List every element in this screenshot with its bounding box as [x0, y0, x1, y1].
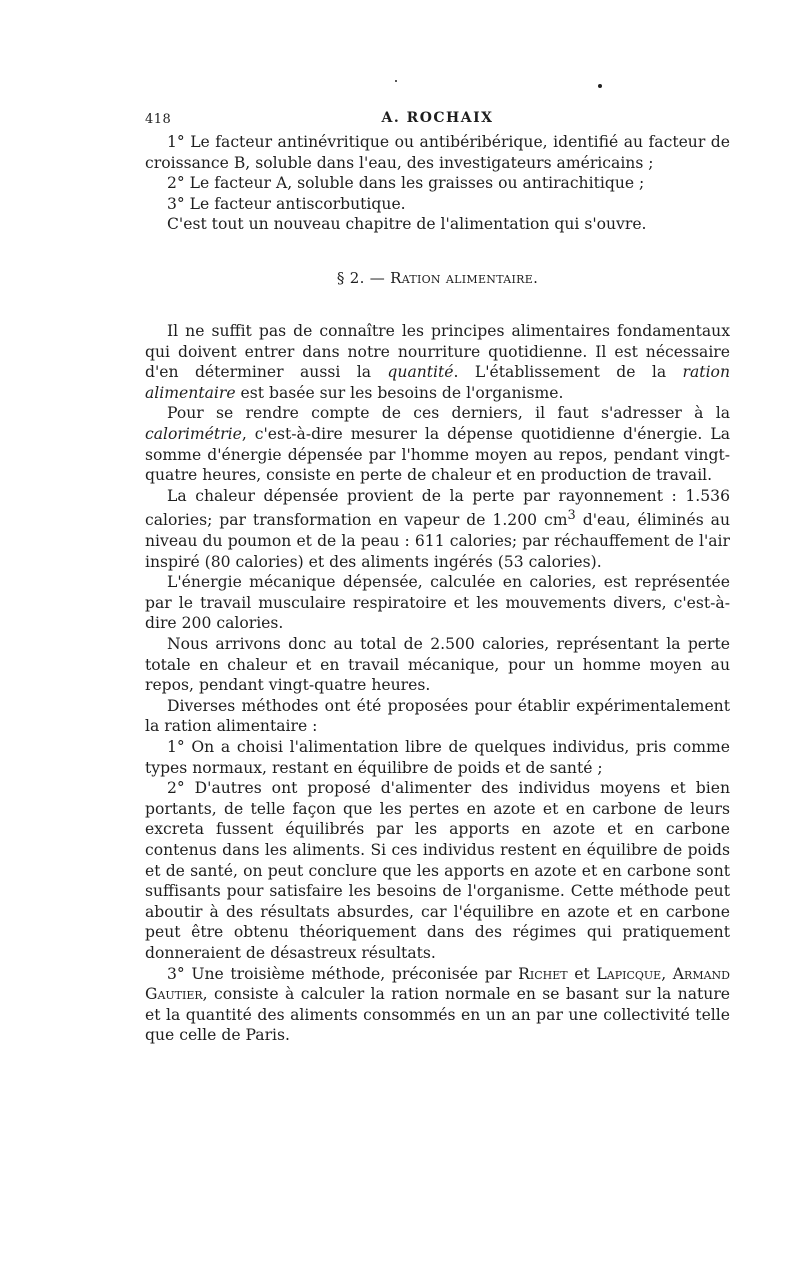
- paragraph-quantity: [145, 321, 730, 403]
- section-title: Ration alimentaire.: [390, 268, 539, 287]
- method-item-3: [145, 964, 730, 1046]
- method-item-2: 2° D'autres ont proposé d'alimenter des individus moyens et bien portants, de telle façon que les pertes en azote et en carbone de leurs excreta fussent équilibrés par les apports en azote et en carbone contenus dans les aliments. Si ces individus restent en équilibre de poids et de santé, on peut conclure que les apports en azote et en carbone sont suffisants pour satisfaire les besoins de l'organisme. Cette méthode peut aboutir à des résultats absurdes, car l'équilibre en azote et en carbone peut être obtenu théoriquement dans des régimes qui pratiquement donneraient de désastreux résultats.: [145, 779, 730, 962]
- running-header-author: A. ROCHAIX: [381, 110, 494, 126]
- superscript: 3: [567, 508, 576, 524]
- paragraph-heat-loss: [145, 486, 730, 573]
- text-run: d'eau, éliminés au niveau du poumon et de la peau : 611 calories; par réchauffement de l'air inspiré (80 calories) et des aliments ingérés (53 calories).: [145, 511, 730, 571]
- speck-mark: [598, 84, 602, 88]
- running-header: [145, 108, 730, 132]
- intro-closing-sentence: C'est tout un nouveau chapitre de l'alimentation qui s'ouvre.: [167, 215, 647, 234]
- text-run: ,: [661, 964, 673, 983]
- speck-mark: [395, 80, 397, 82]
- text-run: , c'est-à-dire mesurer la dépense quotidienne d'énergie. La somme d'énergie dépensée par l'homme moyen au repos, pendant vingt-quatre heures, consiste en perte de chaleur et en production de travail.: [145, 424, 730, 485]
- page-number: 418: [145, 112, 172, 127]
- section-heading: [145, 269, 730, 287]
- text-run: et: [567, 964, 597, 983]
- text-run: 3° Une troisième méthode, préconisée par: [167, 964, 519, 983]
- text-run: La chaleur dépensée provient de la perte par rayonnement : 1.536 calories; par transformation en vapeur de 1.200 cm: [145, 486, 730, 530]
- text-run: est basée sur les besoins de l'organisme.: [235, 383, 564, 402]
- paragraph-calorimetry: [145, 403, 730, 485]
- section-number: § 2. —: [336, 268, 386, 287]
- list-item-factor-1: 1° Le facteur antinévritique ou antibéribérique, identifié au facteur de croissance B, soluble dans l'eau, des investigateurs américains ;: [145, 133, 730, 172]
- text-run: Pour se rendre compte de ces derniers, il faut s'adresser à la: [167, 404, 730, 423]
- text-run: . L'établissement de la: [453, 363, 683, 382]
- paragraph-total: Nous arrivons donc au total de 2.500 calories, représentant la perte totale en chaleur et en travail mécanique, pour un homme moyen au repos, pendant vingt-quatre heures.: [145, 635, 730, 695]
- author-name: Lapicque: [596, 964, 662, 983]
- emphasis-calorimetrie: calorimétrie: [145, 424, 242, 443]
- paragraph-mechanical-energy: L'énergie mécanique dépensée, calculée en calories, est représentée par le travail musculaire respiratoire et les mouvements divers, c'est-à-dire 200 calories.: [145, 573, 730, 633]
- method-item-1: 1° On a choisi l'alimentation libre de quelques individus, pris comme types normaux, restant en équilibre de poids et de santé ;: [145, 738, 730, 777]
- text-run: , consiste à calculer la ration normale en se basant sur la nature et la quantité des aliments consommés en un an par une collectivité telle que celle de Paris.: [145, 985, 730, 1045]
- emphasis-ration: ration alimentaire: [145, 363, 730, 402]
- author-name: Armand Gautier: [145, 964, 730, 1004]
- list-item-factor-2: 2° Le facteur A, soluble dans les graisses ou antirachitique ;: [167, 174, 645, 193]
- paragraph-methods: Diverses méthodes ont été proposées pour établir expérimentalement la ration alimentaire :: [145, 696, 730, 736]
- list-item-factor-3: 3° Le facteur antiscorbutique.: [167, 194, 406, 213]
- emphasis-quantite: quantité: [387, 363, 454, 382]
- page-body: [145, 108, 730, 1046]
- text-run: Il ne suffit pas de connaître les principes alimentaires fondamentaux qui doivent entrer dans notre nourriture quotidienne. Il est nécessaire d'en déterminer aussi la: [145, 321, 730, 382]
- author-name: Richet: [518, 964, 568, 983]
